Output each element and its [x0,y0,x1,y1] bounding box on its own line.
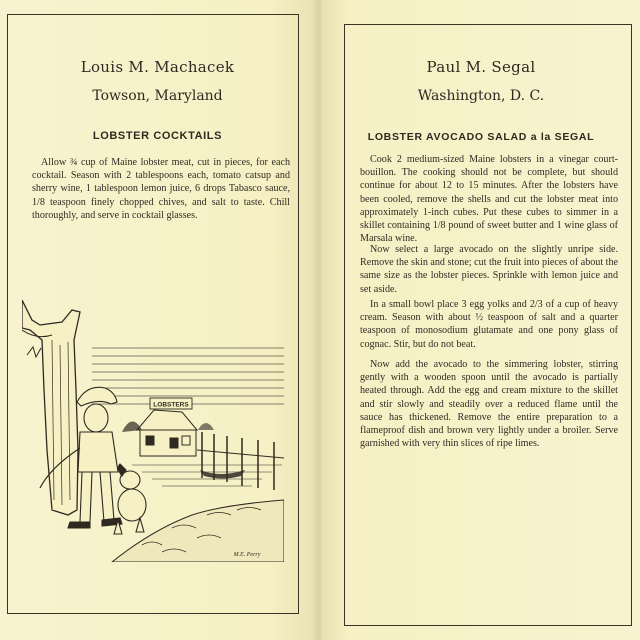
contributor-location: Washington, D. C. [417,88,545,104]
right-page [322,0,640,640]
contributor-name: Paul M. Segal [426,58,536,76]
shack-sign: LOBSTERS [153,401,189,409]
left-page [0,0,315,640]
recipe-paragraph: In a small bowl place 3 egg yolks and 2/3 of a cup of heavy cream. Season with about ½ teaspoon of salt and a quarter teaspoon of monosodium glutamate and one pony glass of cognac. Stir, but do not beat. [360,299,618,350]
recipe-paragraph: Now add the avocado to the simmering lobster, stirring gently with a wooden spoon until the avocado is partially heated through. Add the egg and cream mixture to the skillet and stir slowly and steadily over a reduced flame until the sauce has thickened. Remove the entire preparation to a flameproof dish and brown very lightly under a broiler. Serve garnished with very thin slices of ripe limes. [360,359,618,450]
recipe-title: LOBSTER COCKTAILS [92,130,223,142]
recipe-paragraph: Allow ¾ cup of Maine lobster meat, cut in pieces, for each cocktail. Season with 2 tablespoons each, tomato catsup and sherry wine, 1 tablespoon lemon juice, 6 drops Tabasco sauce, 1/8 teaspoon finely chopped chives, and salt to taste. Chill thoroughly, and serve in cocktail glasses. [32,157,290,221]
contributor-location: Towson, Maryland [92,88,223,104]
boy-and-dog-at-lobster-shack-illustration [22,300,284,562]
recipe-paragraph: Cook 2 medium-sized Maine lobsters in a vinegar court-bouillon. The cooking should not be complete, but should continue for about 12 to 15 minutes. After the lobsters have been cooled, remove the shells and cut the lobster meat into approximately 1-inch cubes. Put these cubes to simmer in a skillet containing 1/8 pound of sweet butter and 1 wine glass of Marsala wine. [360,154,618,245]
contributor-name: Louis M. Machacek [80,58,235,76]
recipe-paragraph: Now select a large avocado on the slightly unripe side. Remove the skin and stone; cut the fruit into pieces of about the same size as the lobster pieces. Sprinkle with lemon juice and set aside. [360,244,618,295]
recipe-title: LOBSTER AVOCADO SALAD a la SEGAL [367,131,595,143]
artist-signature: M.E. Perry [233,552,261,558]
